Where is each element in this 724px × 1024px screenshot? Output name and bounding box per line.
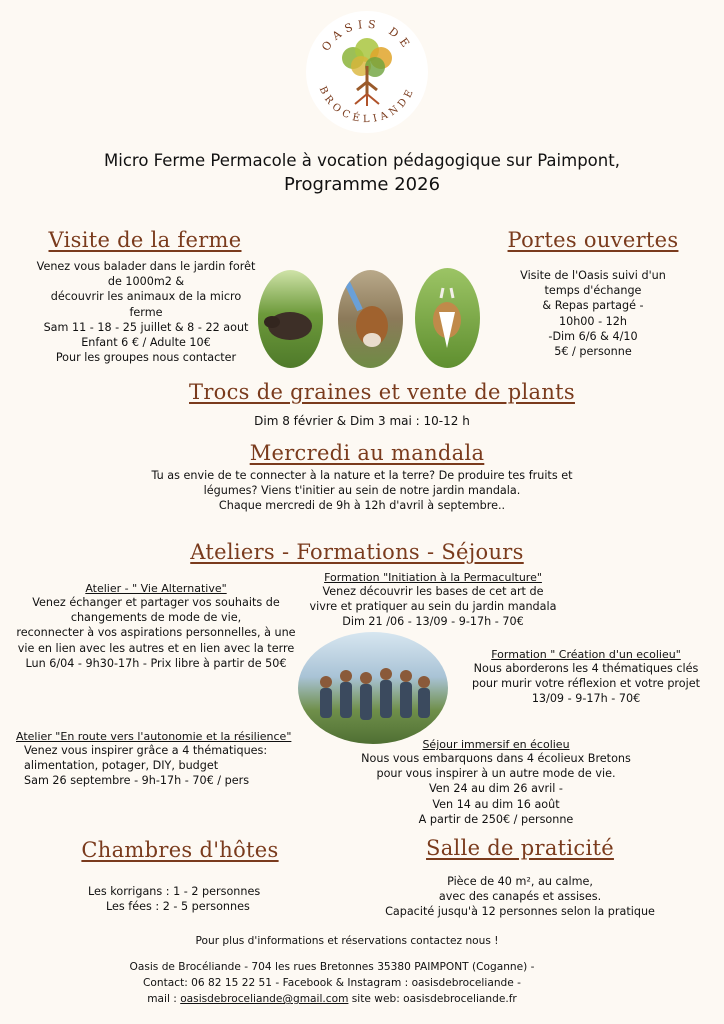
header-subtitle: Micro Ferme Permacole à vocation pédagogique sur Paimpont,	[104, 151, 620, 170]
svg-text:OASIS DE: OASIS DE	[319, 17, 415, 54]
visite-title: Visite de la ferme	[48, 228, 242, 252]
salle-text: Pièce de 40 m², au calme, avec des canapés et assises. Capacité jusqu'à 12 personnes selon la pratique	[385, 875, 655, 919]
sejour-section: Séjour immersif en écolieu Nous vous embarquons dans 4 écolieux Bretons pour vous inspirer à un autre mode de vie. Ven 24 au dim 26 avril - Ven 14 au dim 16 août A partir de 250€ / personne	[356, 738, 636, 827]
ecolieu-section: Formation " Création d'un ecolieu" Nous aborderons les 4 thématiques clés pour murir votre réflexion et votre projet 13/09 - 9-17h - 70€	[448, 648, 724, 707]
ecolieu-subtitle: Formation " Création d'un ecolieu"	[491, 648, 681, 661]
logo-tree-icon	[305, 10, 429, 134]
portes-title: Portes ouvertes	[507, 228, 679, 252]
autonomie-section: Atelier "En route vers l'autonomie et la résilience" Venez vous inspirer grâce a 4 thématiques: alimentation, potager, DIY, budget Sam 26 septembre - 9h-17h - 70€ / pers	[16, 730, 316, 789]
photo-group	[298, 632, 448, 744]
visite-text: Venez vous balader dans le jardin forêt de 1000m2 & découvrir les animaux de la micro ferme Sam 11 - 18 - 25 juillet & 8 - 22 aout Enfant 6 € / Adulte 10€ Pour les groupes nous contacter	[36, 260, 256, 365]
autonomie-subtitle: Atelier "En route vers l'autonomie et la résilience"	[16, 730, 292, 743]
photo-calf	[338, 270, 403, 368]
vie-subtitle: Atelier - " Vie Alternative"	[85, 582, 227, 595]
header-title: Programme 2026	[283, 174, 441, 195]
photo-pig	[258, 270, 323, 368]
footer-contact-line: Pour plus d'informations et réservations contactez nous !	[195, 935, 499, 947]
portes-text: Visite de l'Oasis suivi d'un temps d'échange & Repas partagé - 10h00 - 12h -Dim 6/6 & 4/10 5€ / personne	[520, 269, 666, 359]
svg-text:BROCÉLIANDE: BROCÉLIANDE	[316, 84, 418, 126]
email-link[interactable]: oasisdebroceliande@gmail.com	[180, 993, 349, 1005]
trocs-title: Trocs de graines et vente de plants	[189, 380, 575, 404]
header	[0, 150, 724, 198]
logo	[305, 10, 429, 134]
footer	[0, 934, 664, 1007]
ateliers-title: Ateliers - Formations - Séjours	[190, 540, 524, 564]
footer-phone: Contact: 06 82 15 22 51 - Facebook & Instagram : oasisdebroceliande -	[143, 977, 521, 989]
mandala-text: Tu as envie de te connecter à la nature et la terre? De produire tes fruits et légumes? Viens t'initier au sein de notre jardin mandala. Chaque mercredi de 9h à 12h d'avril à septembre..	[151, 469, 573, 513]
sejour-subtitle: Séjour immersif en écolieu	[422, 738, 570, 751]
permaculture-section: Formation "Initiation à la Permaculture" Venez découvrir les bases de cet art de vivre et pratiquer au sein du jardin mandala Dim 21 /06 - 13/09 - 9-17h - 70€	[298, 571, 568, 630]
trocs-line: Dim 8 février & Dim 3 mai : 10-12 h	[254, 414, 470, 428]
chambres-text: Les korrigans : 1 - 2 personnes Les fées : 2 - 5 personnes	[88, 885, 261, 914]
vie-section: Atelier - " Vie Alternative" Venez échanger et partager vos souhaits de changements de mode de vie, reconnecter à vos aspirations personnelles, à une vie en lien avec les autres et en lien avec la terre Lun 6/04 - 9h30-17h - Prix libre à partir de 50€	[6, 582, 306, 671]
footer-address: Oasis de Brocéliande - 704 les rues Bretonnes 35380 PAIMPONT (Coganne) -	[129, 961, 535, 973]
footer-mail: mail : oasisdebroceliande@gmail.com site web: oasisdebroceliande.fr	[147, 993, 517, 1005]
photo-goat	[415, 268, 480, 368]
permaculture-subtitle: Formation "Initiation à la Permaculture"	[324, 571, 542, 584]
salle-title: Salle de praticité	[426, 836, 614, 860]
chambres-title: Chambres d'hôtes	[81, 838, 279, 862]
mandala-title: Mercredi au mandala	[249, 441, 485, 465]
